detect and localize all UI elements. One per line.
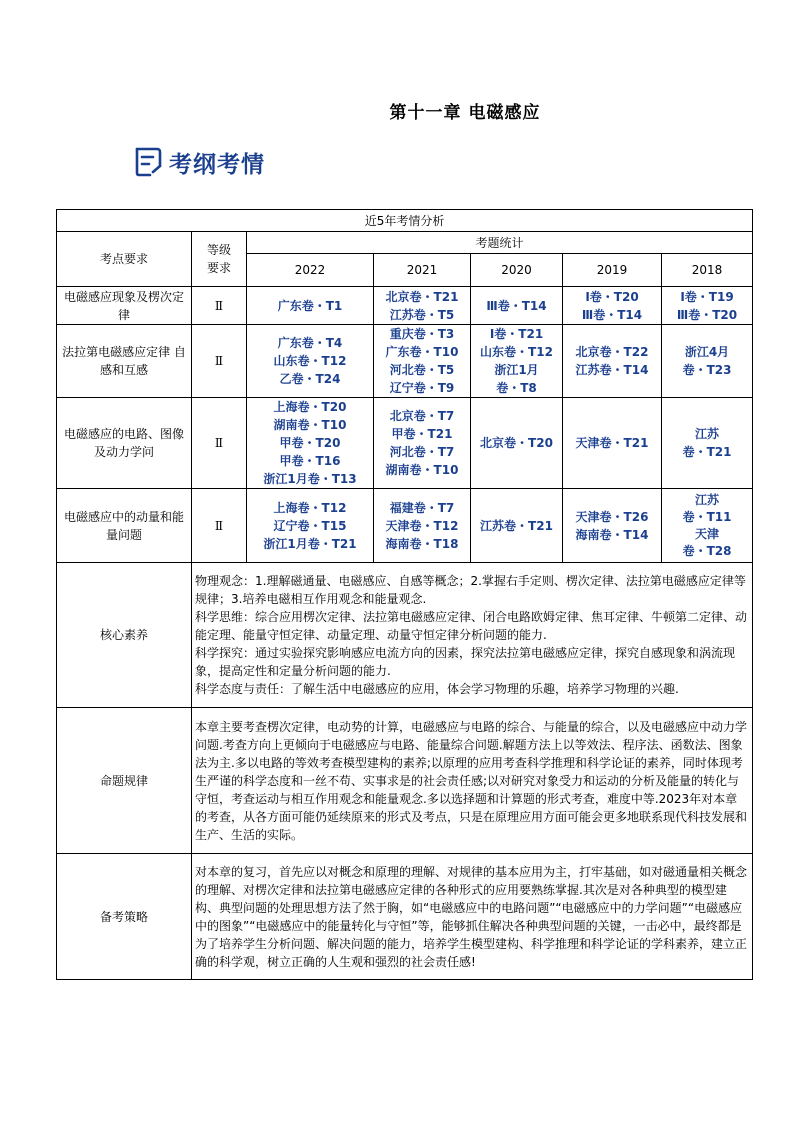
table-row	[57, 489, 753, 563]
topic-cell: 电磁感应中的动量和能量问题	[57, 489, 192, 563]
level-cell: Ⅱ	[192, 489, 247, 563]
exam-cell: 北京卷・T7 甲卷・T21 河北卷・T7 湖南卷・T10	[374, 398, 471, 489]
header-year: 2022	[247, 254, 374, 287]
section-header-label: 考纲考情	[169, 151, 265, 178]
chapter-title: 第十一章 电磁感应	[389, 103, 541, 123]
header-level: 等级 要求	[192, 232, 247, 287]
level-cell: Ⅱ	[192, 398, 247, 489]
exam-analysis-table	[56, 209, 753, 980]
header-year: 2021	[374, 254, 471, 287]
exam-cell: Ⅰ卷・T20 Ⅲ卷・T14	[563, 287, 662, 325]
exam-cell: 北京卷・T21 江苏卷・T5	[374, 287, 471, 325]
section-label: 核心素养	[57, 563, 192, 708]
exam-cell: Ⅰ卷・T19 Ⅲ卷・T20	[662, 287, 753, 325]
level-cell: Ⅱ	[192, 325, 247, 398]
header-year: 2020	[471, 254, 563, 287]
exam-cell: 北京卷・T20	[471, 398, 563, 489]
exam-cell: Ⅲ卷・T14	[471, 287, 563, 325]
topic-cell: 法拉第电磁感应定律 自感和互感	[57, 325, 192, 398]
exam-cell: 浙江4月 卷・T23	[662, 325, 753, 398]
topic-cell: 电磁感应的电路、图像及动力学问	[57, 398, 192, 489]
level-cell: Ⅱ	[192, 287, 247, 325]
exam-cell: 天津卷・T26 海南卷・T14	[563, 489, 662, 563]
section-label: 命题规律	[57, 708, 192, 854]
exam-cell: 上海卷・T20 湖南卷・T10 甲卷・T20 甲卷・T16 浙江1月卷・T13	[247, 398, 374, 489]
exam-cell: 上海卷・T12 辽宁卷・T15 浙江1月卷・T21	[247, 489, 374, 563]
section-label: 备考策略	[57, 854, 192, 980]
exam-cell: 江苏卷・T21	[471, 489, 563, 563]
section-header	[133, 144, 265, 180]
table-row	[57, 287, 753, 325]
header-year: 2018	[662, 254, 753, 287]
exam-cell: 重庆卷・T3 广东卷・T10 河北卷・T5 辽宁卷・T9	[374, 325, 471, 398]
header-topic: 考点要求	[57, 232, 192, 287]
exam-cell: 广东卷・T1	[247, 287, 374, 325]
section-content: 本章主要考查楞次定律，电动势的计算，电磁感应与电路的综合、与能量的综合，以及电磁感应中动力学问题.考查方向上更倾向于电磁感应与电路、能量综合问题.解题方法上以等效法、程序法、函数法、图象法为主.多以电路的等效考查模型建构的素养;以原理的应用考查科学推理和科学论证的素养，同时体现考生严谨的科学态度和一丝不苟、实事求是的社会责任感;以对研究对象受力和运动的分析及能量的转化与守恒，考查运动与相互作用观念和能量观念.多以选择题和计算题的形式考查，难度中等.2023年对本章的考查，从各方面可能仍延续原来的形式及考点，只是在原理应用方面可能会更多地联系现代科技发展和生产、生活的实际。	[192, 708, 753, 854]
exam-cell: 江苏 卷・T11 天津 卷・T28	[662, 489, 753, 563]
header-stats: 考题统计	[247, 232, 753, 254]
exam-cell: 江苏 卷・T21	[662, 398, 753, 489]
table-caption: 近5年考情分析	[57, 210, 753, 232]
table-row	[57, 854, 753, 980]
exam-cell: 福建卷・T7 天津卷・T12 海南卷・T18	[374, 489, 471, 563]
section-content: 对本章的复习，首先应以对概念和原理的理解、对规律的基本应用为主，打牢基础，如对磁通量相关概念的理解、对楞次定律和法拉第电磁感应定律的各种形式的应用要熟练掌握.其次是对各种典型的模型建构、典型问题的处理思想方法了然于胸，如“电磁感应中的电路问题”“电磁感应中的力学问题”“电磁感应中的图象”“电磁感应中的能量转化与守恒”等，能够抓住解决各种典型问题的关键，一击必中，最终都是为了培养学生分析问题、解决问题的能力，培养学生模型建构、科学推理和科学论证的学科素养，建立正确的科学观，树立正确的人生观和强烈的社会责任感!	[192, 854, 753, 980]
exam-cell: 广东卷・T4 山东卷・T12 乙卷・T24	[247, 325, 374, 398]
topic-cell: 电磁感应现象及楞次定律	[57, 287, 192, 325]
table-row	[57, 398, 753, 489]
table-row	[57, 708, 753, 854]
exam-cell: 天津卷・T21	[563, 398, 662, 489]
header-year: 2019	[563, 254, 662, 287]
exam-cell: 北京卷・T22 江苏卷・T14	[563, 325, 662, 398]
section-content: 物理观念：1.理解磁通量、电磁感应、自感等概念；2.掌握右手定则、楞次定律、法拉第电磁感应定律等规律；3.培养电磁相互作用观念和能量观念. 科学思维：综合应用楞次定律、法拉第电磁感应定律、闭合电路欧姆定律、焦耳定律、牛顿第二定律、动能定理、能量守恒定律、动量定理、动量守恒定律分析问题的能力. 科学探究：通过实验探究影响感应电流方向的因素，探究法拉第电磁感应定律，探究自感现象和涡流现象，提高定性和定量分析问题的能力. 科学态度与责任：了解生活中电磁感应的应用，体会学习物理的乐趣，培养学习物理的兴趣.	[192, 563, 753, 708]
table-row	[57, 563, 753, 708]
notebook-icon	[133, 146, 163, 178]
exam-cell: Ⅰ卷・T21 山东卷・T12 浙江1月 卷・T8	[471, 325, 563, 398]
table-row	[57, 325, 753, 398]
